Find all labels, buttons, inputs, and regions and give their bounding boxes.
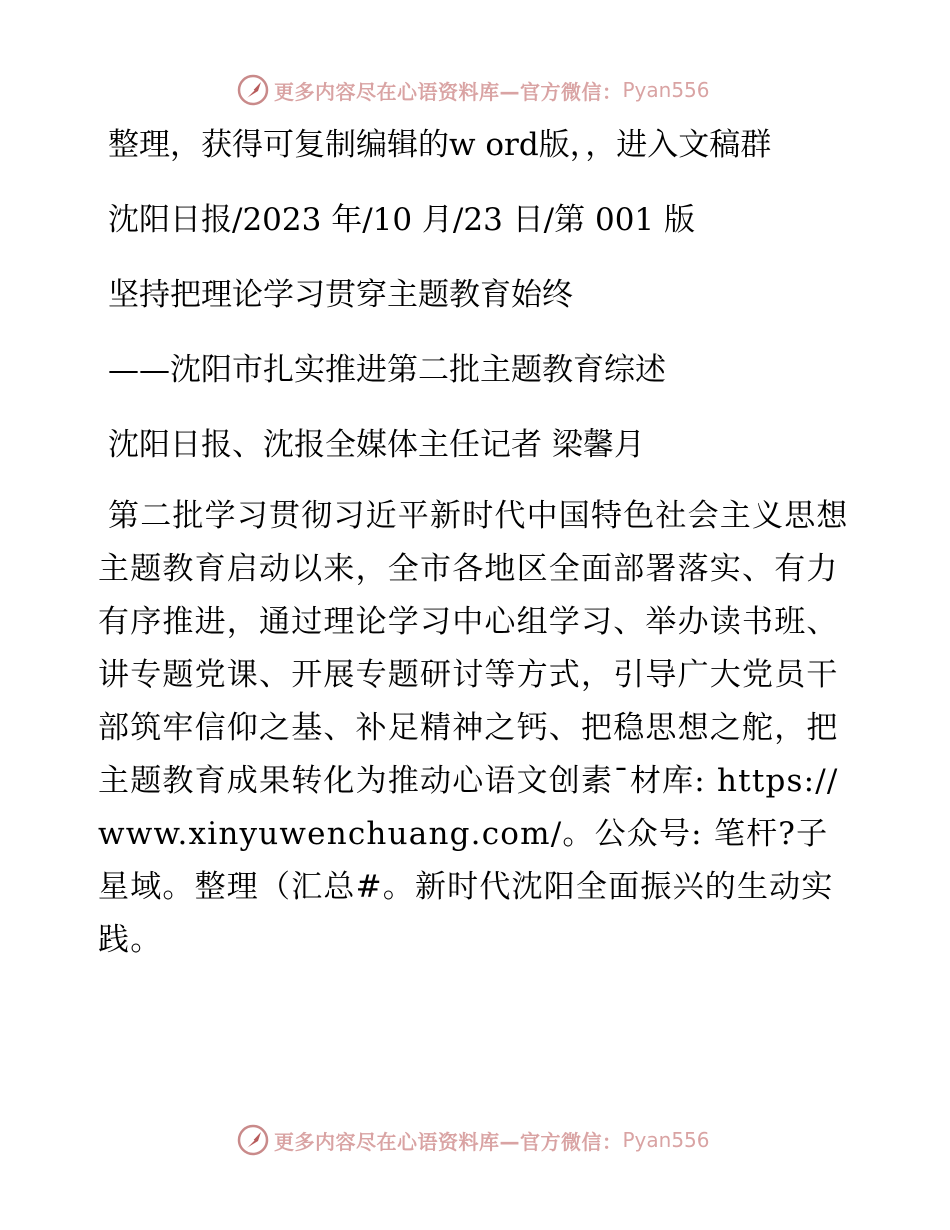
body-paragraph: 第二批学习贯彻习近平新时代中国特色社会主义思想主题教育启动以来，全市各地区全面部署落实、有力有序推进，通过理论学习中心组学习、举办读书班、讲专题党课、开展专题研讨等方式，引导广大党员干部筑牢信仰之基、补足精神之钙、把稳思想之舵，把主题教育成果转化为推动心语文创素¯材库: https://www.xinyuwenchuang.com/。公众号: 笔杆?子星域。整理（汇总#。新时代沈阳全面振兴的生动实践。 — [98, 498, 849, 958]
watermark-account: Pyan556 — [622, 1128, 710, 1152]
quill-logo-icon — [236, 73, 270, 107]
headline: 坚持把理论学习贯穿主题教育始终 — [108, 277, 573, 313]
watermark-account: Pyan556 — [622, 78, 710, 102]
document-body — [98, 122, 850, 967]
intro-line: 整理，获得可复制编辑的w ord版，，进入文稿群 — [108, 127, 772, 163]
header-watermark — [236, 72, 710, 108]
footer-watermark — [236, 1122, 710, 1158]
watermark-text: 更多内容尽在心语资料库—官方微信： — [274, 1129, 623, 1154]
watermark-text: 更多内容尽在心语资料库—官方微信： — [274, 79, 623, 104]
subheadline: ——沈阳市扎实推进第二批主题教育综述 — [108, 352, 666, 388]
byline: 沈阳日报、沈报全媒体主任记者 梁馨月 — [108, 427, 645, 463]
quill-logo-icon — [236, 1123, 270, 1157]
source-line: 沈阳日报/2023 年/10 月/23 日/第 001 版 — [108, 202, 696, 238]
